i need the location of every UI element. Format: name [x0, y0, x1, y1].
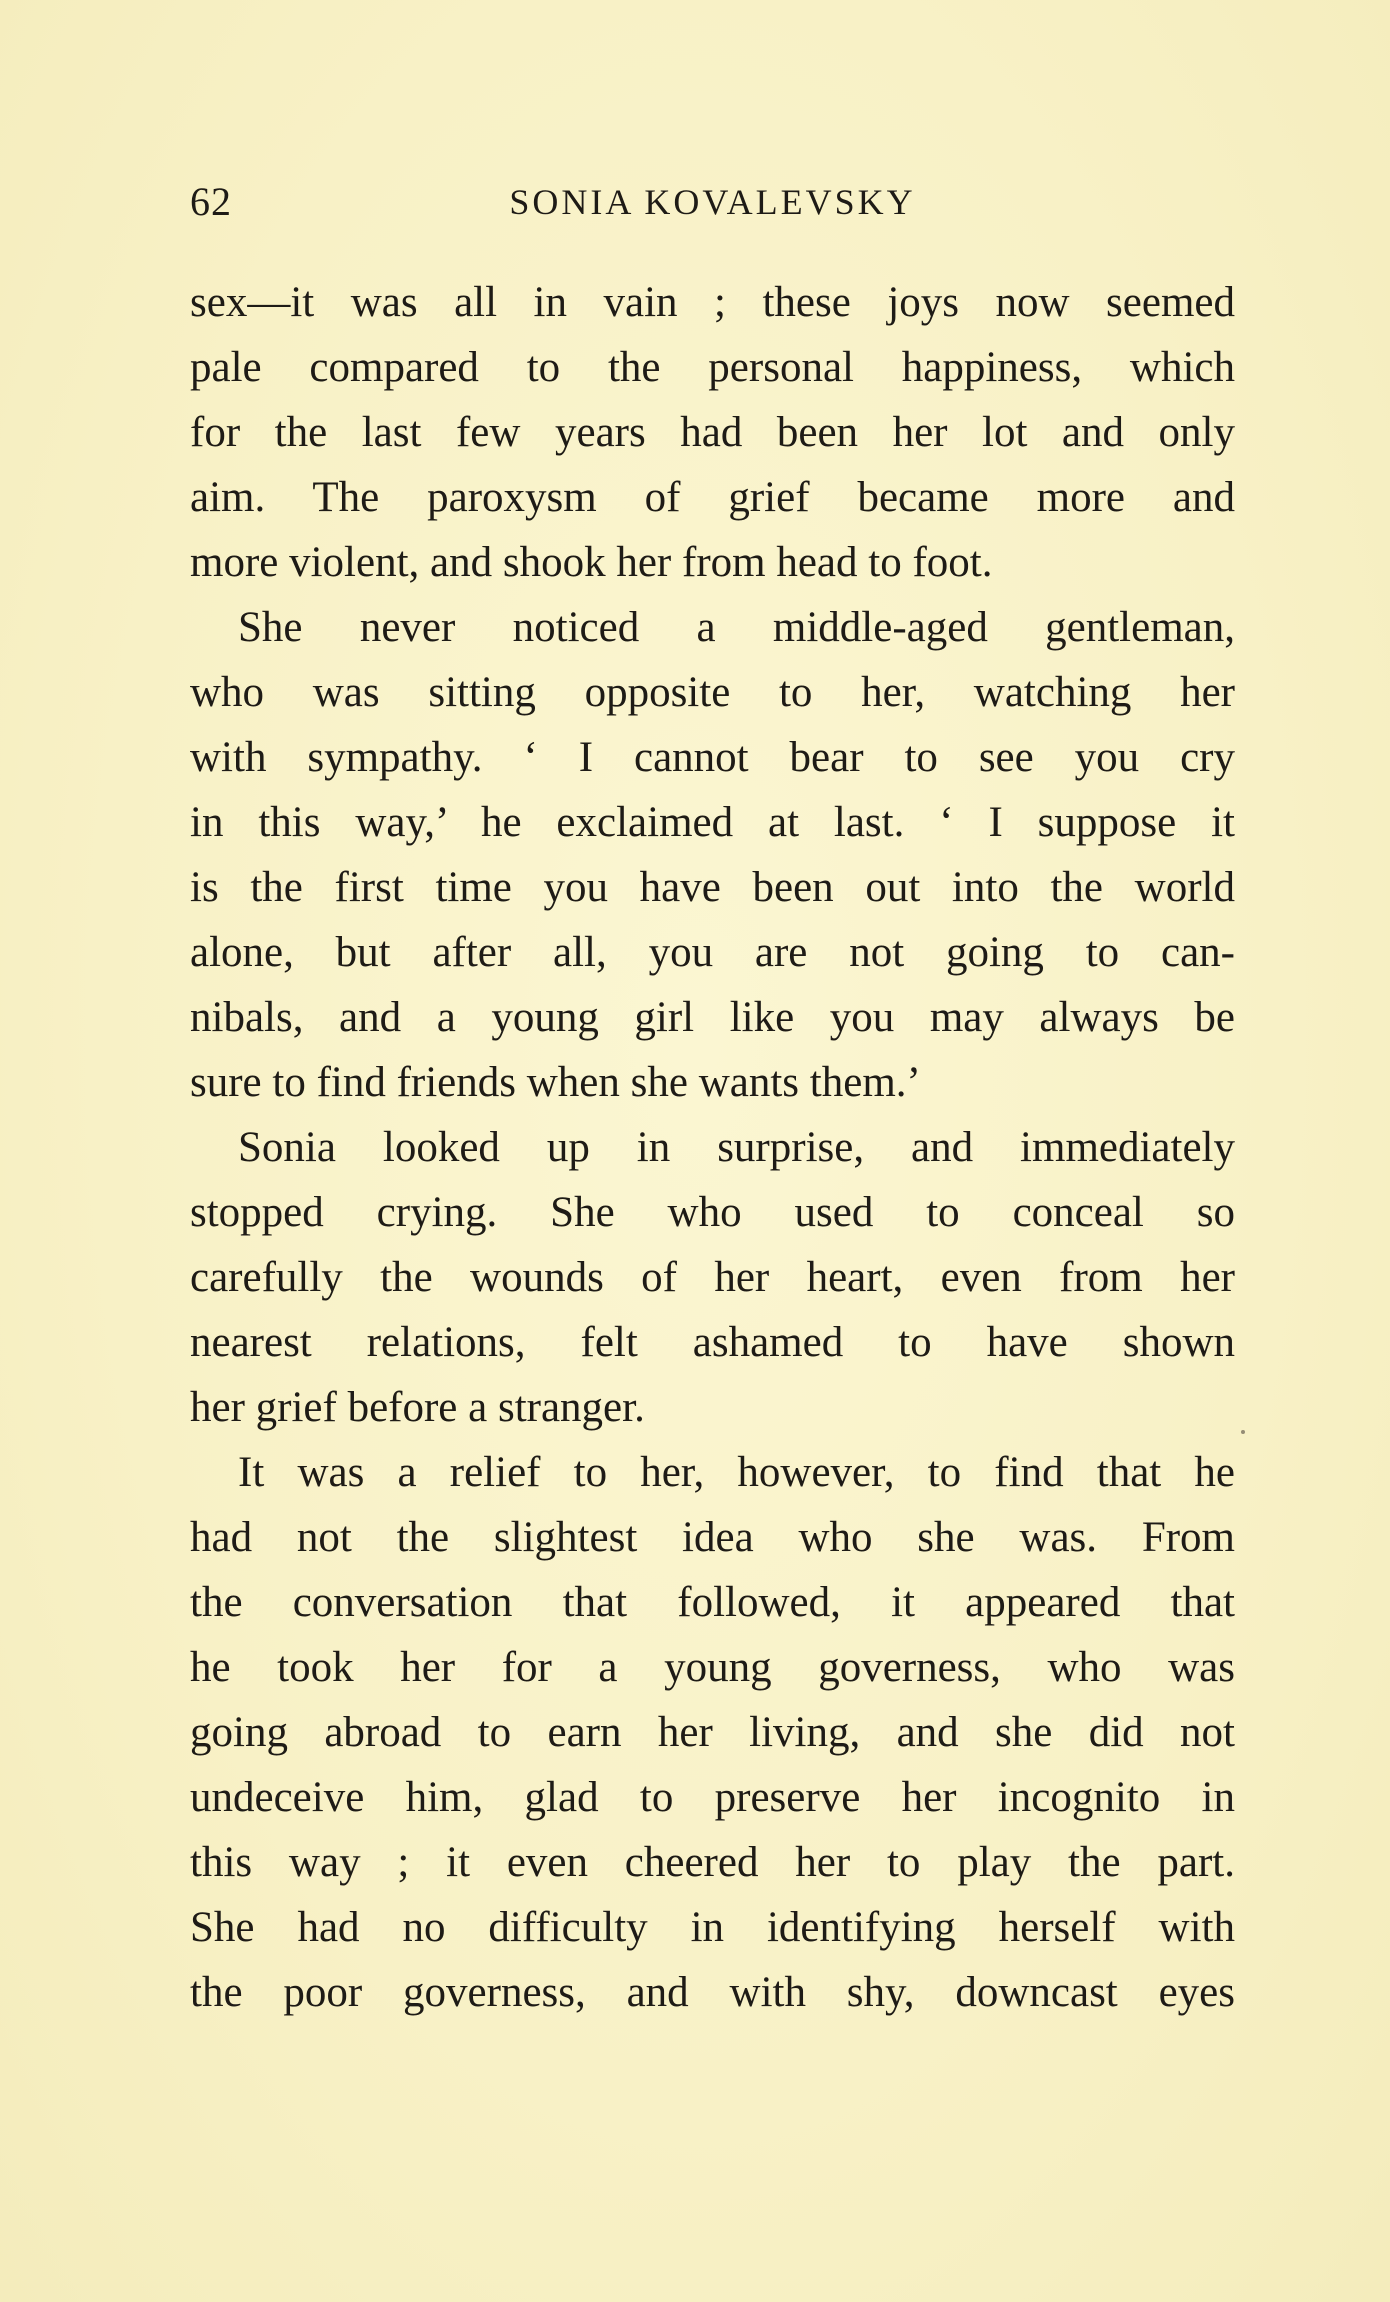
running-head: SONIA KOVALEVSKY: [509, 182, 916, 222]
text-line: It was a relief to her, however, to find that he: [238, 1449, 1235, 1496]
text-line: in this way,’ he exclaimed at last. ‘ I suppose it: [190, 799, 1235, 846]
text-line: the poor governess, and with shy, downcast eyes: [190, 1969, 1235, 2016]
text-line: alone, but after all, you are not going to can-: [190, 929, 1235, 976]
text-line: She had no difficulty in identifying herself with: [190, 1904, 1235, 1951]
text-line: nibals, and a young girl like you may always be: [190, 994, 1235, 1041]
text-line: with sympathy. ‘ I cannot bear to see you cry: [190, 734, 1235, 781]
text-line: carefully the wounds of her heart, even from her: [190, 1254, 1235, 1301]
body-text: [190, 270, 1235, 2025]
text-line: for the last few years had been her lot and only: [190, 409, 1235, 456]
text-line: this way ; it even cheered her to play the part.: [190, 1839, 1235, 1886]
text-line: more violent, and shook her from head to foot.: [190, 539, 993, 586]
text-line: is the first time you have been out into the world: [190, 864, 1235, 911]
page-header: [190, 172, 1235, 232]
text-line: undeceive him, glad to preserve her incognito in: [190, 1774, 1235, 1821]
text-line: stopped crying. She who used to conceal so: [190, 1189, 1235, 1236]
text-line: her grief before a stranger.: [190, 1384, 645, 1431]
text-line: sex—it was all in vain ; these joys now seemed: [190, 279, 1235, 326]
text-line: going abroad to earn her living, and she did not: [190, 1709, 1235, 1756]
text-line: the conversation that followed, it appeared that: [190, 1579, 1235, 1626]
text-line: sure to find friends when she wants them.’: [190, 1059, 921, 1106]
paper-speck: [1241, 1430, 1245, 1434]
text-line: She never noticed a middle-aged gentleman,: [238, 604, 1235, 651]
text-line: had not the slightest idea who she was. From: [190, 1514, 1235, 1561]
text-line: pale compared to the personal happiness, which: [190, 344, 1235, 391]
text-line: aim. The paroxysm of grief became more and: [190, 474, 1235, 521]
text-line: nearest relations, felt ashamed to have shown: [190, 1319, 1235, 1366]
page-number: 62: [190, 179, 232, 224]
text-line: he took her for a young governess, who was: [190, 1644, 1235, 1691]
text-line: who was sitting opposite to her, watching her: [190, 669, 1235, 716]
text-line: Sonia looked up in surprise, and immediately: [238, 1124, 1235, 1171]
